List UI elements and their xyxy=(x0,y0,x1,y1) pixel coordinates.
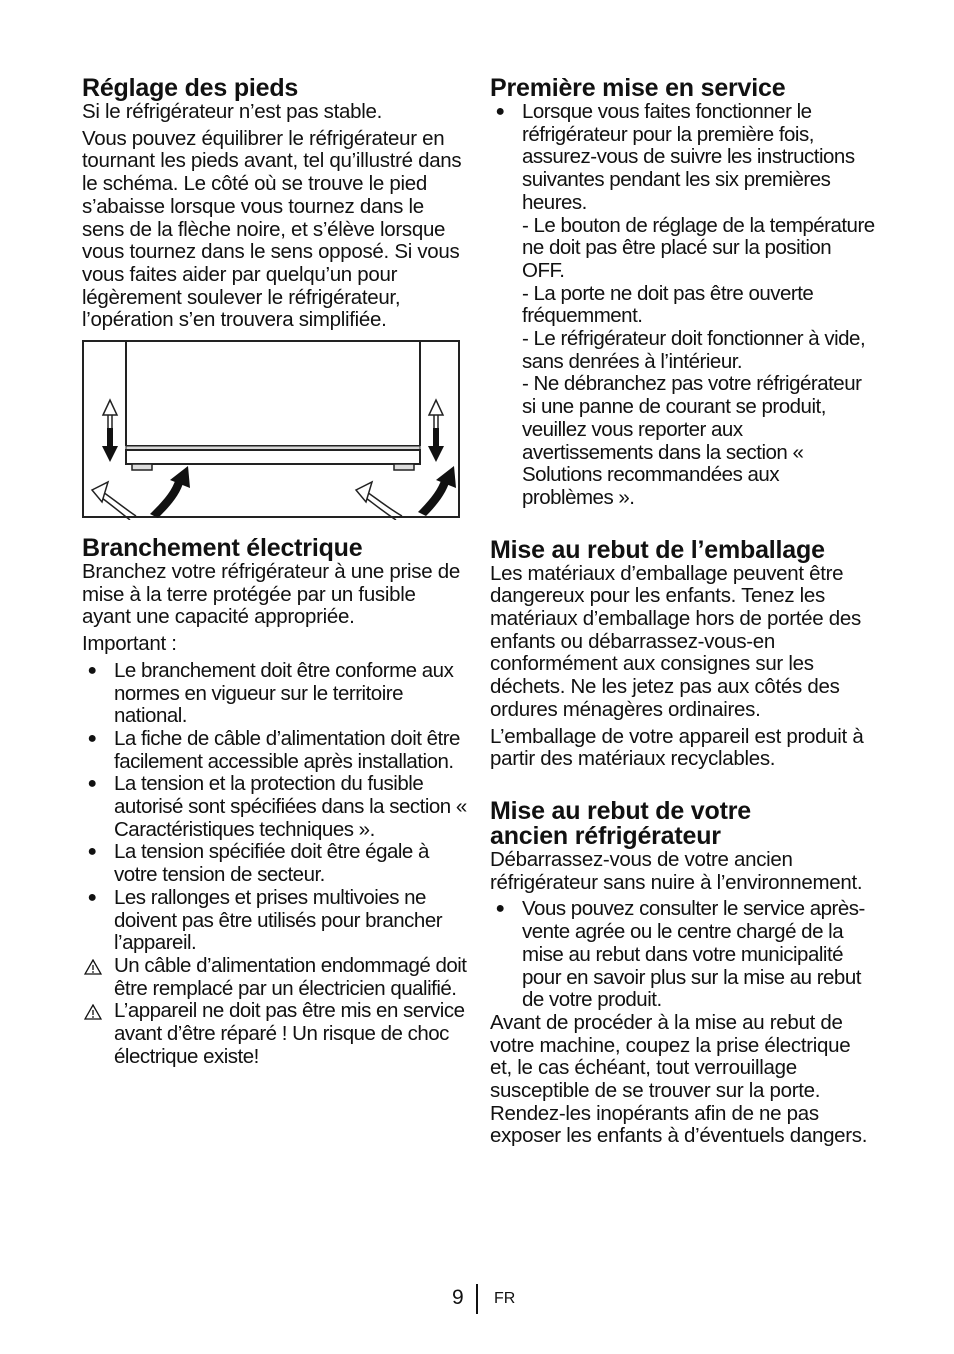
packaging-text: Les matériaux d’emballage peuvent être dangereux pour les enfants. Tenez les matériaux d’emballage hors de portée des enfants ou débarrassez-vous-en conformément aux consignes sur les déchets. Ne les jetez pas aux côtés des ordures ménagères ordinaires. xyxy=(490,561,861,721)
old-fridge-intro: Débarrassez-vous de votre ancien réfrigérateur sans nuire à l’environnement. xyxy=(490,847,863,894)
feet-intro: Si le réfrigérateur n’est pas stable. xyxy=(82,100,382,123)
bullet-icon: ● xyxy=(87,888,97,906)
list-item: ● Lorsque vous faites fonctionner le réfrigérateur pour la première fois, assurez-vous de suivre les instructions suivantes pendant les six premières heures. xyxy=(490,101,875,215)
bullet-icon: ● xyxy=(87,843,97,861)
electric-intro: Branchez votre réfrigérateur à une prise de mise à la terre protégée par un fusible ayant une capacité appropriée. xyxy=(82,560,460,629)
list-subitem: - Ne débranchez pas votre réfrigérateur si une panne de courant se produit, veuillez vous reporter aux avertissements dans la section « Solutions recommandées aux problèmes ». xyxy=(522,372,862,509)
right-column xyxy=(490,76,875,1148)
left-rotate-black-arrow-icon xyxy=(150,466,190,518)
right-rotate-black-arrow-icon xyxy=(418,466,456,516)
fridge-feet-illustration xyxy=(84,342,462,520)
right-down-arrow-icon xyxy=(428,428,444,462)
first-use-section-title: Première mise en service xyxy=(490,74,786,102)
packaging-section-title: Mise au rebut de l’emballage xyxy=(490,535,825,564)
bullet-icon: ● xyxy=(495,900,505,918)
electric-section-title: Branchement électrique xyxy=(82,534,363,563)
feet-section-title: Réglage des pieds xyxy=(82,74,299,102)
feet-instructions: Vous pouvez équilibrer le réfrigérateur en tournant les pieds avant, tel qu’illustré dans le schéma. Le côté où se trouve le pied s’abaisse lorsque vous tournez dans le sens de la flèche noire, et s’élève lorsque vous tournez dans le sens opposé. Si vous vous faites aider par quelqu’un pour légèrement soulever le réfrigérateur, l’opération s’en trouvera simplifiée. xyxy=(82,126,462,332)
bullet-icon: ● xyxy=(87,661,97,679)
list-item: ● Le branchement doit être conforme aux normes en vigueur sur le territoire national. xyxy=(82,660,467,728)
list-item: ● La fiche de câble d’alimentation doit être facilement accessible après installation. xyxy=(82,728,467,773)
bullet-icon: ● xyxy=(87,775,97,793)
electric-requirements-list xyxy=(82,660,467,1069)
warning-item: L’appareil ne doit pas être mis en service avant d’être réparé ! Un risque de choc électrique existe! xyxy=(82,1000,467,1068)
page-footer xyxy=(0,1286,954,1316)
left-rotate-outline-arrow-icon xyxy=(92,482,136,520)
old-fridge-list xyxy=(490,898,875,1012)
list-item: ● Vous pouvez consulter le service après-vente agrée ou le centre chargé de la mise au rebut dans votre municipalité pour en savoir plus sur la mise au rebut de votre produit. xyxy=(490,898,875,1012)
bullet-icon: ● xyxy=(87,729,97,747)
electric-important-label: Important : xyxy=(82,632,177,656)
packaging-recycle-text: L’emballage de votre appareil est produit à partir des matériaux recyclables. xyxy=(490,724,864,771)
warning-item: Un câble d’alimentation endommagé doit être remplacé par un électricien qualifié. xyxy=(82,955,467,1000)
page-number: 9 xyxy=(452,1286,464,1309)
left-column xyxy=(82,76,467,1069)
list-subitem: - Le réfrigérateur doit fonctionner à vide, sans denrées à l’intérieur. xyxy=(522,327,866,373)
list-subitem: - La porte ne doit pas être ouverte fréquemment. xyxy=(522,281,814,328)
language-code: FR xyxy=(494,1290,516,1307)
old-fridge-section-title: Mise au rebut de votre ancien réfrigérateur xyxy=(490,796,751,850)
list-item: ● La tension et la protection du fusible autorisé sont spécifiées dans la section « Caractéristiques techniques ». xyxy=(82,773,467,841)
list-item: ● La tension spécifiée doit être égale à votre tension de secteur. xyxy=(82,841,467,886)
bullet-icon: ● xyxy=(495,103,505,120)
right-rotate-outline-arrow-icon xyxy=(356,482,402,520)
first-use-list xyxy=(490,101,875,510)
list-subitem: - Le bouton de réglage de la température ne doit pas être placé sur la position OFF. xyxy=(522,213,875,282)
left-down-arrow-icon xyxy=(102,428,118,462)
list-item: ● Les rallonges et prises multivoies ne doivent pas être utilisés pour brancher l’appareil. xyxy=(82,887,467,955)
footer-divider xyxy=(476,1284,478,1314)
feet-adjustment-diagram xyxy=(82,340,460,518)
old-fridge-safety-text: Avant de procéder à la mise au rebut de votre machine, coupez la prise électrique et, le cas échéant, tout verrouillage susceptible de se trouver sur la porte. Rendez-les inopérants afin de ne pas exposer les enfants à d’éventuels dangers. xyxy=(490,1010,868,1148)
